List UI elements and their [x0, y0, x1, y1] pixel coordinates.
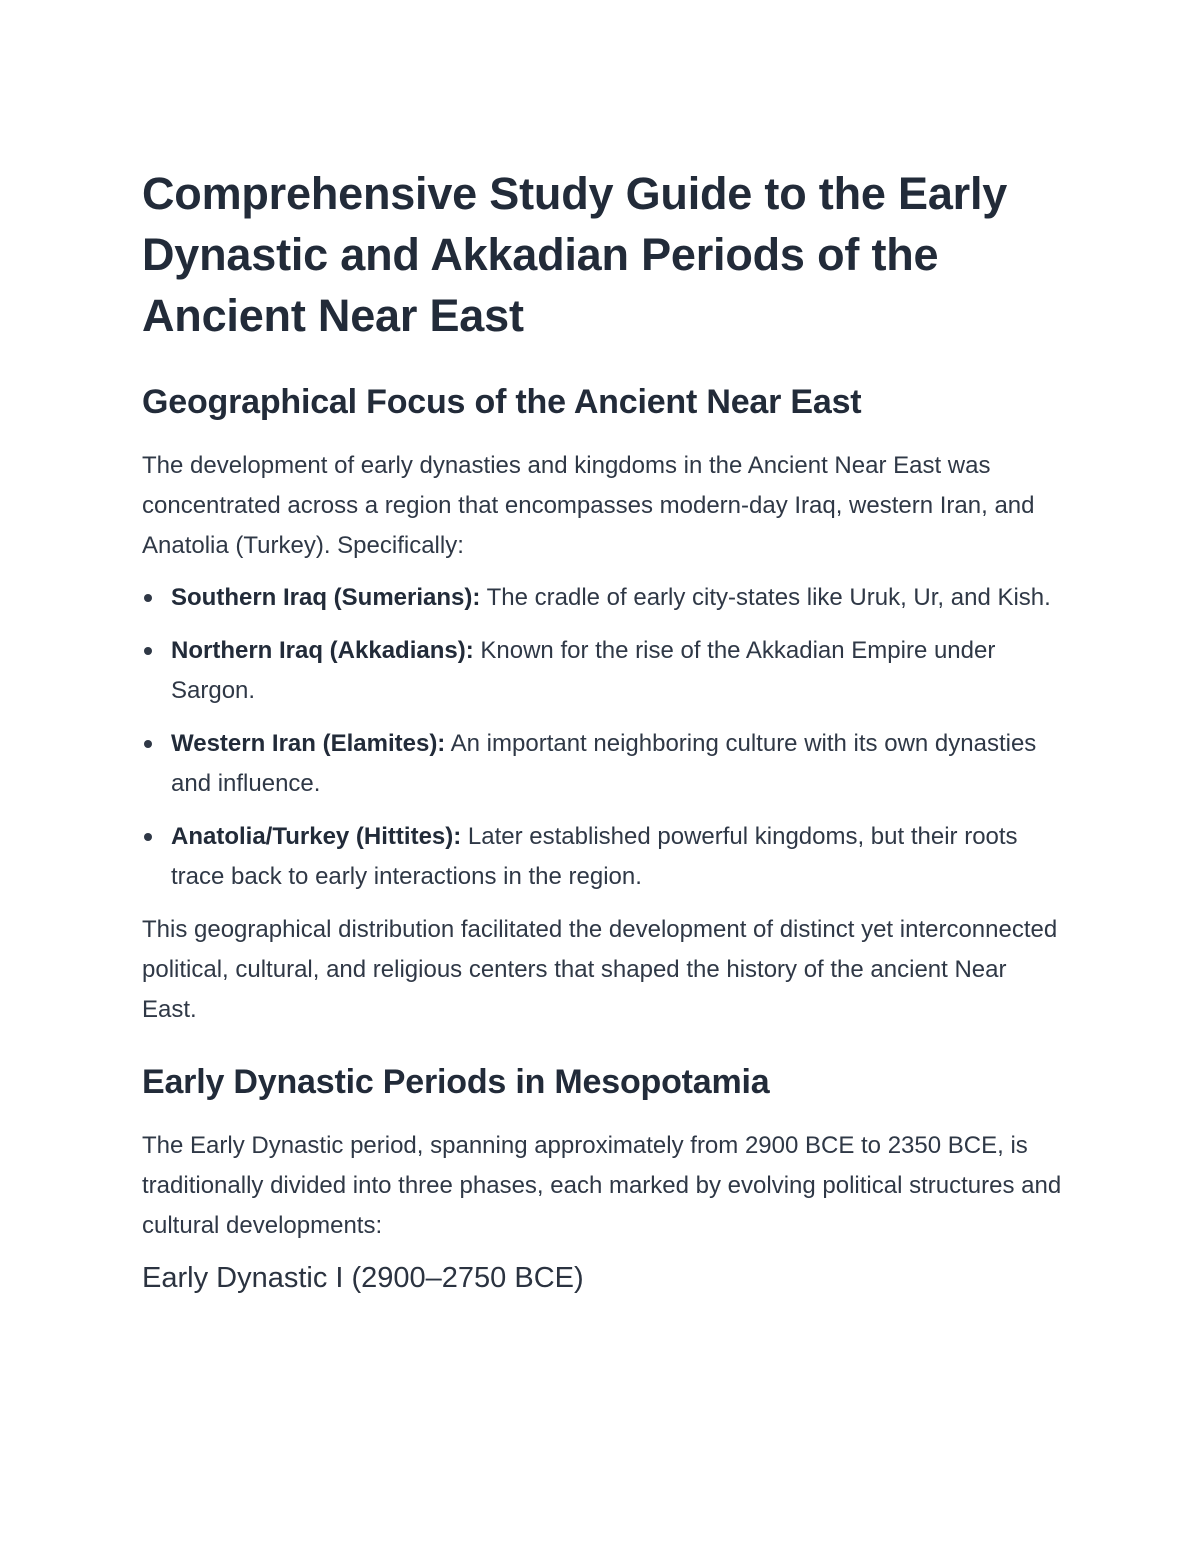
list-item-label: Northern Iraq (Akkadians):	[171, 637, 474, 664]
subheading-early-dynastic-1: Early Dynastic I (2900–2750 BCE)	[142, 1262, 584, 1294]
list-item	[142, 724, 1062, 804]
geography-list	[142, 578, 1062, 897]
list-item	[142, 578, 1062, 618]
list-item-label: Southern Iraq (Sumerians):	[171, 584, 481, 611]
early-dynastic-intro: The Early Dynastic period, spanning approximately from 2900 BCE to 2350 BCE, is traditionally divided into three phases, each marked by evolving political structures and cultural developments:	[142, 1132, 1062, 1239]
document-page	[142, 163, 1062, 1298]
document-title: Comprehensive Study Guide to the Early Dynastic and Akkadian Periods of the Ancient Near East	[142, 168, 1008, 341]
list-item-label: Western Iran (Elamites):	[171, 730, 446, 757]
section-heading-early-dynastic: Early Dynastic Periods in Mesopotamia	[142, 1063, 770, 1101]
list-item-text: An important neighboring culture with its own dynasties and influence.	[171, 730, 1037, 797]
list-item	[142, 631, 1062, 711]
list-item-text: The cradle of early city-states like Uruk, Ur, and Kish.	[480, 584, 1051, 611]
list-item	[142, 817, 1062, 897]
list-item-text: Known for the rise of the Akkadian Empire under Sargon.	[171, 637, 996, 704]
list-item-label: Anatolia/Turkey (Hittites):	[171, 823, 462, 850]
geography-closing: This geographical distribution facilitated the development of distinct yet interconnected political, cultural, and religious centers that shaped the history of the ancient Near East.	[142, 916, 1058, 1023]
section-heading-geography: Geographical Focus of the Ancient Near East	[142, 383, 862, 421]
geography-intro: The development of early dynasties and kingdoms in the Ancient Near East was concentrated across a region that encompasses modern-day Iraq, western Iran, and Anatolia (Turkey). Specifically:	[142, 452, 1035, 559]
list-item-text: Later established powerful kingdoms, but their roots trace back to early interactions in the region.	[171, 823, 1018, 890]
